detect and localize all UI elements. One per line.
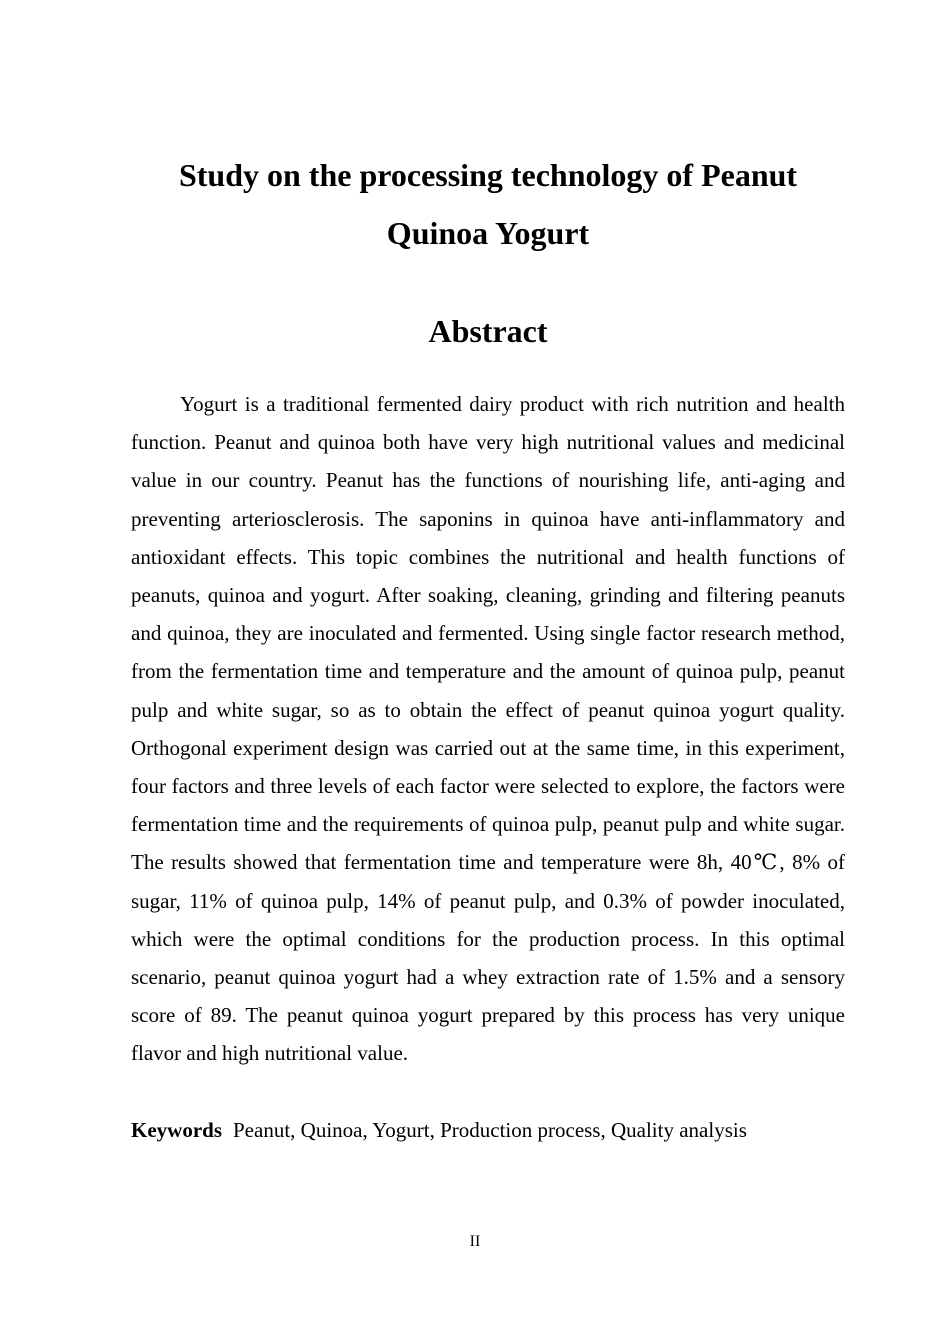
paper-title xyxy=(131,146,845,262)
keywords-list: Peanut, Quinoa, Yogurt, Production process, Quality analysis xyxy=(233,1118,747,1142)
keywords-line xyxy=(131,1111,845,1149)
abstract-heading: Abstract xyxy=(428,313,548,349)
paper-title-line-2: Quinoa Yogurt xyxy=(386,215,590,251)
keywords-label: Keywords xyxy=(131,1118,222,1142)
paper-title-line-1: Study on the processing technology of Peanut xyxy=(178,157,798,193)
page-number: II xyxy=(469,1233,481,1250)
abstract-paragraph: Yogurt is a traditional fermented dairy product with rich nutrition and health function. Peanut and quinoa both have very high nutritional values and medicinal value in our country. Peanut has the functions of nourishing life, anti-aging and preventing arteriosclerosis. The saponins in quinoa have anti-inflammatory and antioxidant effects. This topic combines the nutritional and health functions of peanuts, quinoa and yogurt. After soaking, cleaning, grinding and filtering peanuts and quinoa, they are inoculated and fermented. Using single factor research method, from the fermentation time and temperature and the amount of quinoa pulp, peanut pulp and white sugar, so as to obtain the effect of peanut quinoa yogurt quality. Orthogonal experiment design was carried out at the same time, in this experiment, four factors and three levels of each factor were selected to explore, the factors were fermentation time and the requirements of quinoa pulp, peanut pulp and white sugar. The results showed that fermentation time and temperature were 8h, 40℃, 8% of sugar, 11% of quinoa pulp, 14% of peanut pulp, and 0.3% of powder inoculated, which were the optimal conditions for the production process. In this optimal scenario, peanut quinoa yogurt had a whey extraction rate of 1.5% and a sensory score of 89. The peanut quinoa yogurt prepared by this process has very unique flavor and high nutritional value. xyxy=(131,392,845,1066)
